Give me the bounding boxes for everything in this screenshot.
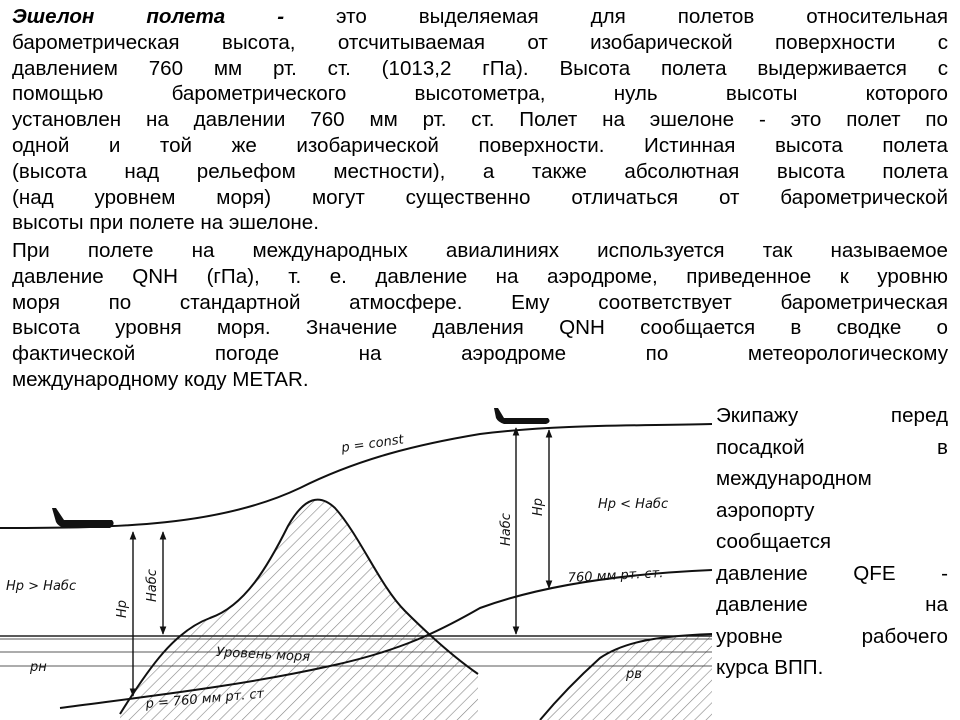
- side-line: давление на: [716, 593, 948, 616]
- paragraph-line: высоты при полете на эшелоне.: [12, 211, 319, 235]
- label-p-const: p = const: [340, 432, 405, 456]
- paragraph-line: давлением 760 мм рт. ст. (1013,2 гПа). Высота полета выдерживается с: [12, 56, 948, 80]
- paragraph-line: моря по стандартной атмосфере. Ему соответствует барометрическая: [12, 290, 948, 314]
- label-habs-right: Hабс: [499, 513, 514, 546]
- side-line: уровне рабочего: [716, 624, 948, 648]
- label-isobar-760: 760 мм рт. ст.: [567, 566, 664, 586]
- paragraph-line: установлен на давлении 760 мм рт. ст. Полет на эшелоне - это полет по: [12, 108, 948, 132]
- label-habs-left: Hабс: [145, 569, 160, 602]
- side-line: международном: [716, 467, 872, 490]
- paragraph-line: высота уровня моря. Значение давления QNH сообщается в сводке о: [12, 316, 948, 340]
- label-hp-right: Hp: [531, 497, 546, 516]
- label-p-760: p = 760 мм рт. ст: [145, 686, 265, 712]
- term-flight-level: Эшелон полета -: [12, 5, 285, 28]
- label-p-h: pн: [30, 660, 47, 675]
- aircraft-left: [52, 508, 114, 528]
- label-sea-level: Уровень моря: [215, 645, 311, 665]
- side-line: аэропорту: [716, 498, 815, 522]
- paragraph-flight-level: [12, 4, 948, 236]
- side-text-qfe: [716, 400, 948, 684]
- paragraph-line: одной и той же изобарической поверхности. Истинная высота полета: [12, 133, 948, 157]
- side-line: курса ВПП.: [716, 656, 824, 679]
- label-hp-lt-habs: Hp < Hабс: [598, 497, 669, 512]
- side-line: Экипажу перед: [716, 404, 948, 427]
- paragraph-line: международному коду METAR.: [12, 367, 309, 391]
- paragraph-qnh: [12, 238, 948, 393]
- side-line: сообщается: [716, 530, 832, 553]
- paragraph-line: барометрическая высота, отсчитываемая от изобарической поверхности с: [12, 30, 948, 54]
- label-hp-left: Hp: [115, 599, 130, 618]
- paragraph-line: (над уровнем моря) могут существенно отличаться от барометрической: [12, 185, 948, 209]
- paragraph-line: помощью барометрического высотометра, нуль высоты которого: [12, 82, 948, 106]
- paragraph-line: При полете на международных авиалиниях используется так называемое: [12, 239, 948, 262]
- side-line: посадкой в: [716, 435, 948, 459]
- label-p-v: pв: [626, 667, 642, 682]
- side-line: давление QFE -: [716, 561, 948, 585]
- paragraph-line: фактической погоде на аэродроме по метеорологическому: [12, 342, 948, 366]
- aircraft-right: [494, 408, 550, 424]
- paragraph-line: это выделяемая для полетов относительная: [284, 5, 949, 28]
- altitude-diagram: [0, 396, 712, 720]
- paragraph-line: давление QNH (гПа), т. е. давление на аэродроме, приведенное к уровню: [12, 264, 948, 288]
- paragraph-line: (высота над рельефом местности), а также абсолютная высота полета: [12, 159, 948, 183]
- terrain-hatching: [120, 500, 478, 720]
- label-hp-gt-habs: Hp > Hабс: [6, 579, 77, 594]
